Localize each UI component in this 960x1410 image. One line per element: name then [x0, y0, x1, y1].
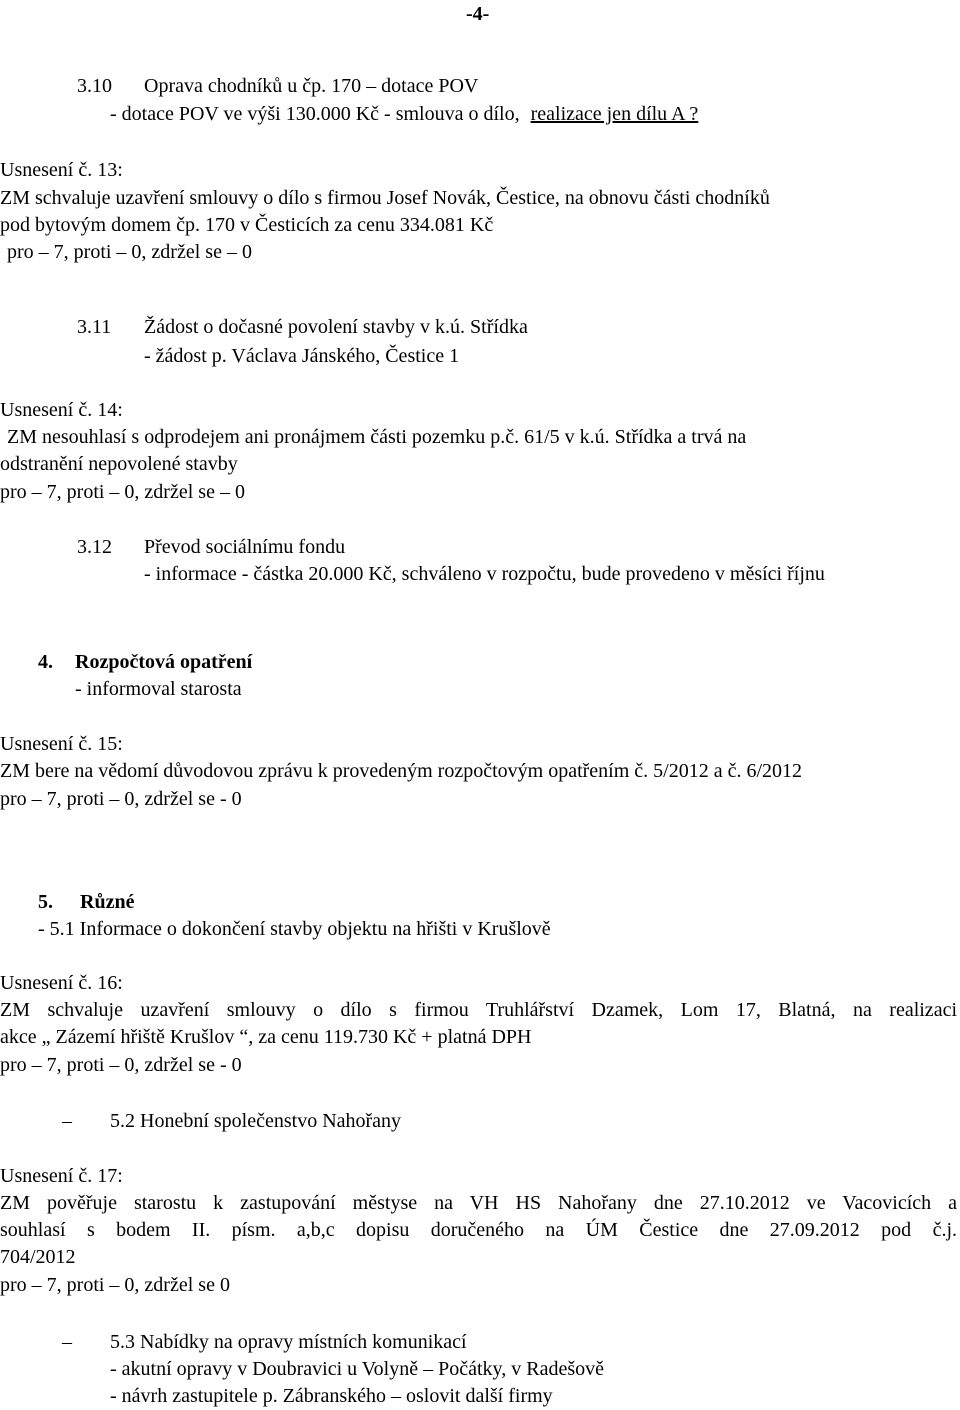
section-3-12-number: 3.12	[77, 536, 112, 558]
resolution-17-line-1: ZM pověřuje starostu k zastupování městyse na VH HS Nahořany dne 27.10.2012 ve Vacovicích a	[0, 1192, 957, 1214]
resolution-17-label: Usnesení č. 17:	[0, 1165, 123, 1187]
section-5-3-item: 5.3 Nabídky na opravy místních komunikací	[110, 1331, 467, 1353]
resolution-16-line-2: akce „ Zázemí hřiště Krušlov “, za cenu 119.730 Kč + platná DPH	[0, 1026, 532, 1048]
resolution-15-label: Usnesení č. 15:	[0, 733, 123, 755]
section-5-title: Různé	[80, 891, 135, 913]
section-5-3-line-2: - akutní opravy v Doubravici u Volyně – Počátky, v Radešově	[110, 1358, 604, 1380]
resolution-16-label: Usnesení č. 16:	[0, 972, 123, 994]
section-3-11-detail: - žádost p. Václava Jánského, Čestice 1	[144, 345, 460, 367]
section-3-12-title: Převod sociálnímu fondu	[144, 536, 346, 558]
section-5-number: 5.	[38, 891, 53, 913]
section-4-title: Rozpočtová opatření	[75, 651, 253, 673]
resolution-15-line-1: ZM bere na vědomí důvodovou zprávu k provedeným rozpočtovým opatřením č. 5/2012 a č. 6/2012	[0, 760, 803, 782]
page-number: -4-	[466, 3, 490, 25]
section-5-3-dash: –	[62, 1331, 72, 1353]
section-4-number: 4.	[38, 651, 53, 673]
section-4-detail: - informoval starosta	[75, 678, 242, 700]
section-5-2-item: 5.2 Honební společenstvo Nahořany	[110, 1110, 402, 1132]
resolution-14-line-2: odstranění nepovolené stavby	[0, 453, 238, 475]
section-3-10-detail	[110, 102, 698, 126]
resolution-13-vote: pro – 7, proti – 0, zdržel se – 0	[7, 241, 252, 263]
resolution-17-vote: pro – 7, proti – 0, zdržel se 0	[0, 1274, 230, 1296]
section-3-12-detail: - informace - částka 20.000 Kč, schváleno v rozpočtu, bude provedeno v měsíci říjnu	[144, 563, 825, 585]
section-5-3-line-3: - návrh zastupitele p. Zábranského – oslovit další firmy	[110, 1385, 553, 1407]
resolution-16-line-1: ZM schvaluje uzavření smlouvy o dílo s firmou Truhlářství Dzamek, Lom 17, Blatná, na realizaci	[0, 999, 957, 1021]
resolution-17-line-3: 704/2012	[0, 1246, 76, 1268]
section-3-10-detail-text: - dotace POV ve výši 130.000 Kč - smlouva o dílo,	[110, 103, 520, 125]
resolution-14-vote: pro – 7, proti – 0, zdržel se – 0	[0, 481, 245, 503]
section-3-10-title: Oprava chodníků u čp. 170 – dotace POV	[144, 75, 479, 97]
resolution-17-line-2: souhlasí s bodem II. písm. a,b,c dopisu doručeného na ÚM Čestice dne 27.09.2012 pod č.j.	[0, 1219, 957, 1241]
resolution-16-vote: pro – 7, proti – 0, zdržel se - 0	[0, 1054, 242, 1076]
section-3-11-number: 3.11	[77, 316, 112, 338]
resolution-14-line-1: ZM nesouhlasí s odprodejem ani pronájmem části pozemku p.č. 61/5 v k.ú. Střídka a trvá na	[7, 426, 747, 448]
section-5-2-dash: –	[62, 1110, 72, 1132]
section-3-10-detail-underlined: realizace jen dílu A ?	[530, 103, 699, 125]
section-3-10-number: 3.10	[77, 75, 112, 97]
resolution-13-line-1: ZM schvaluje uzavření smlouvy o dílo s firmou Josef Novák, Čestice, na obnovu části chodníků	[0, 187, 770, 209]
section-5-1-item: - 5.1 Informace o dokončení stavby objektu na hřišti v Krušlově	[38, 918, 551, 940]
resolution-14-label: Usnesení č. 14:	[0, 399, 123, 421]
section-3-11-title: Žádost o dočasné povolení stavby v k.ú. Střídka	[144, 316, 528, 338]
resolution-13-line-2: pod bytovým domem čp. 170 v Česticích za cenu 334.081 Kč	[0, 214, 494, 236]
resolution-13-label: Usnesení č. 13:	[0, 159, 123, 181]
resolution-15-vote: pro – 7, proti – 0, zdržel se - 0	[0, 788, 242, 810]
